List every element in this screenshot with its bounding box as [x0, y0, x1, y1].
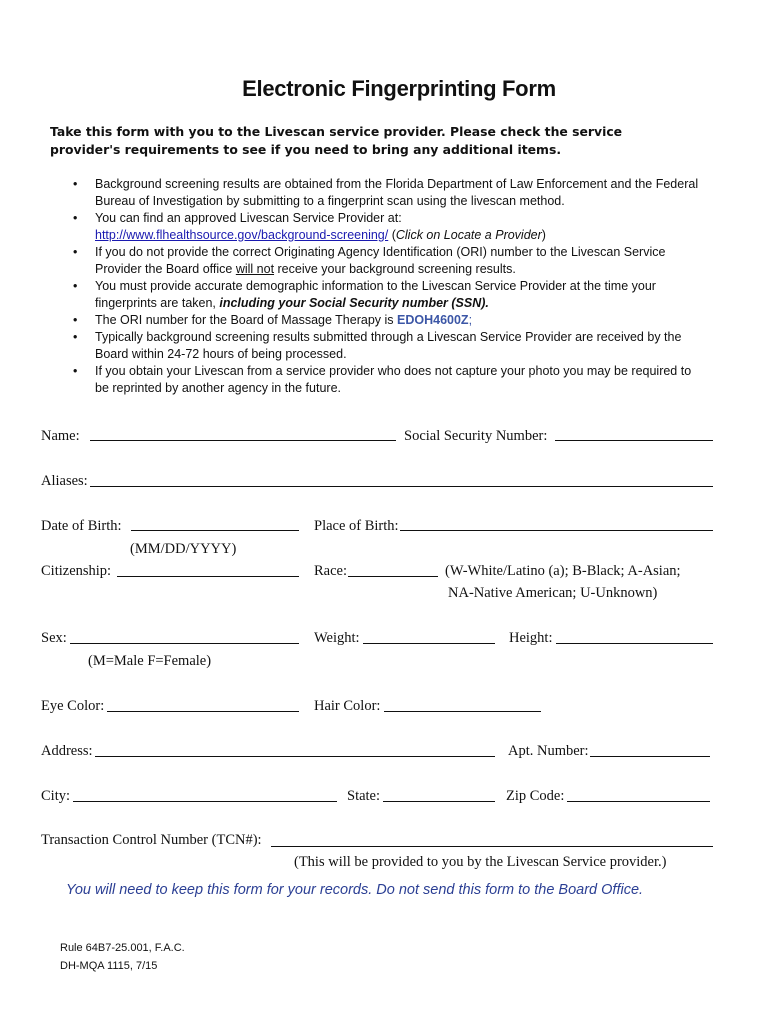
- bullet-text: If you do not provide the correct Originating Agency Identification (ORI) number to the Livescan Service Provider the Board office: [95, 245, 666, 276]
- hair-color-label: Hair Color:: [314, 698, 381, 714]
- address-label: Address:: [41, 743, 93, 759]
- dob-format-hint: (MM/DD/YYYY): [130, 541, 237, 557]
- race-codes-hint: (W-White/Latino (a); B-Black; A-Asian;: [445, 563, 681, 579]
- tcn-label: Transaction Control Number (TCN#):: [41, 832, 262, 848]
- bullet-text: You can find an approved Livescan Service Provider at:: [95, 211, 402, 225]
- bullet-text: You must provide accurate demographic information to the Livescan Service Provider at the time your fingerprints are taken,: [95, 279, 656, 310]
- bullet-icon: •: [73, 177, 78, 191]
- ori-number: EDOH4600Z: [397, 313, 469, 327]
- address-field[interactable]: [95, 756, 495, 757]
- list-item: [56, 363, 706, 397]
- intro-instructions: Take this form with you to the Livescan service provider. Please check the service provider's requirements to see if you need to bring any additional items.: [50, 124, 623, 157]
- pob-field[interactable]: [400, 530, 713, 531]
- pob-label: Place of Birth:: [314, 518, 399, 534]
- ssn-label: Social Security Number:: [404, 428, 548, 444]
- bullet-icon: •: [73, 245, 78, 259]
- ssn-field[interactable]: [555, 440, 713, 441]
- list-item: [56, 329, 706, 363]
- bullet-text-end: receive your background screening results.: [274, 262, 516, 276]
- bullet-text: Background screening results are obtained from the Florida Department of Law Enforcement and the Federal Bureau of Investigation by submitting to a fingerprint scan using the livescan method.: [95, 177, 699, 208]
- sex-field[interactable]: [70, 643, 299, 644]
- race-codes-hint-cont: NA-Native American; U-Unknown): [448, 585, 658, 601]
- city-field[interactable]: [73, 801, 337, 802]
- weight-label: Weight:: [314, 630, 360, 646]
- info-bullet-list: [56, 176, 706, 397]
- race-field[interactable]: [348, 576, 438, 577]
- will-not-emphasis: will not: [235, 262, 275, 276]
- locate-provider-note: Click on Locate a Provider: [395, 228, 542, 242]
- list-item: [56, 278, 706, 312]
- ori-semicolon: ;: [468, 313, 473, 327]
- provider-link[interactable]: http://www.flhealthsource.gov/background-screening/: [95, 228, 389, 242]
- citizenship-label: Citizenship:: [41, 563, 112, 579]
- list-item: [56, 244, 706, 278]
- dob-label: Date of Birth:: [41, 518, 122, 534]
- hair-color-field[interactable]: [384, 711, 541, 712]
- height-field[interactable]: [556, 643, 713, 644]
- state-label: State:: [347, 788, 381, 804]
- list-item: [56, 210, 706, 244]
- aliases-label: Aliases:: [41, 473, 88, 489]
- sex-label: Sex:: [41, 630, 67, 646]
- bullet-text: If you obtain your Livescan from a service provider who does not capture your photo you may be required to be reprinted by another agency in the future.: [95, 364, 692, 395]
- bullet-icon: •: [73, 313, 78, 327]
- dob-field[interactable]: [131, 530, 299, 531]
- height-label: Height:: [509, 630, 553, 646]
- city-label: City:: [41, 788, 71, 804]
- list-item: [56, 176, 706, 210]
- bullet-icon: •: [73, 364, 78, 378]
- apt-number-field[interactable]: [590, 756, 710, 757]
- state-field[interactable]: [383, 801, 495, 802]
- weight-field[interactable]: [363, 643, 495, 644]
- form-title: Electronic Fingerprinting Form: [242, 76, 556, 101]
- name-label: Name:: [41, 428, 80, 444]
- list-item: [56, 312, 706, 329]
- paren-close: ): [541, 228, 546, 242]
- bullet-icon: •: [73, 211, 78, 225]
- ssn-emphasis: including your Social Security number (SSN).: [219, 296, 489, 310]
- name-field[interactable]: [90, 440, 396, 441]
- tcn-field[interactable]: [271, 846, 713, 847]
- sex-codes-hint: (M=Male F=Female): [88, 653, 212, 669]
- zip-code-label: Zip Code:: [506, 788, 565, 804]
- bullet-icon: •: [73, 279, 78, 293]
- apt-number-label: Apt. Number:: [508, 743, 589, 759]
- bullet-icon: •: [73, 330, 78, 344]
- paren-open: (: [388, 228, 396, 242]
- race-label: Race:: [314, 563, 348, 579]
- bullet-text: The ORI number for the Board of Massage Therapy is: [95, 313, 397, 327]
- citizenship-field[interactable]: [117, 576, 299, 577]
- tcn-hint: (This will be provided to you by the Livescan Service provider.): [294, 854, 667, 870]
- records-notice: You will need to keep this form for your records. Do not send this form to the Board Office.: [66, 882, 644, 898]
- eye-color-label: Eye Color:: [41, 698, 105, 714]
- bullet-text: Typically background screening results submitted through a Livescan Service Provider are received by the Board within 24-72 hours of being processed.: [95, 330, 682, 361]
- eye-color-field[interactable]: [107, 711, 299, 712]
- rule-citation: Rule 64B7-25.001, F.A.C.: [60, 942, 185, 954]
- aliases-field[interactable]: [90, 486, 713, 487]
- zip-code-field[interactable]: [567, 801, 710, 802]
- form-number: DH-MQA 1115, 7/15: [60, 960, 158, 972]
